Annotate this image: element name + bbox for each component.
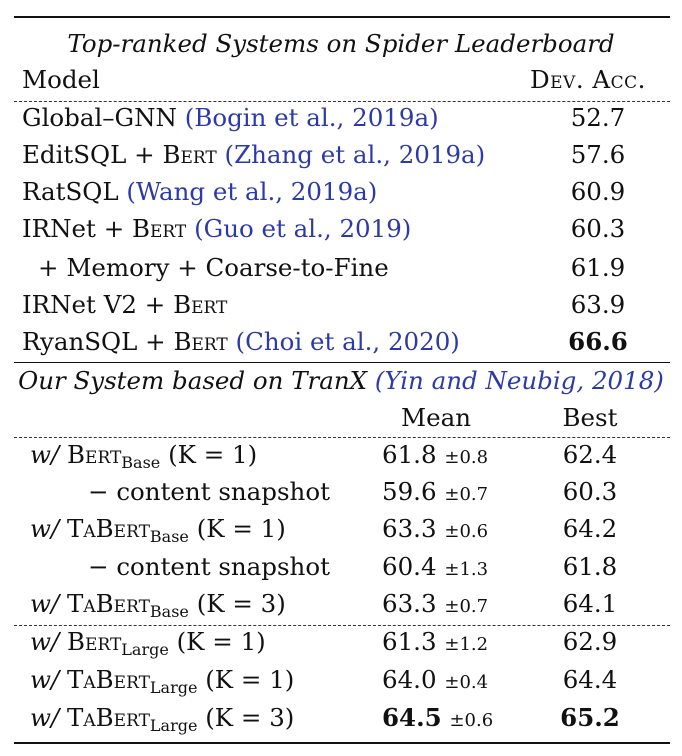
k-setting: (K = 1): [168, 440, 258, 469]
system-row: [30, 589, 286, 619]
model-name: RatSQL: [22, 177, 119, 206]
leaderboard-row: [22, 103, 439, 133]
k-setting: (K = 3): [205, 703, 295, 732]
model-size: Base: [121, 453, 161, 472]
citation-link[interactable]: (Wang et al., 2019a): [118, 177, 378, 206]
model-size: Large: [149, 678, 198, 697]
best-value: 61.8: [562, 552, 618, 581]
system-row: [30, 665, 294, 695]
dev-acc-value-best: 66.6: [568, 327, 628, 356]
top-rule: [14, 16, 670, 18]
model-size: Large: [149, 716, 198, 735]
std-value: ±0.7: [444, 484, 489, 505]
k-setting: (K = 3): [196, 589, 286, 618]
best-value: 64.4: [562, 665, 618, 694]
citation-link[interactable]: (Choi et al., 2020): [227, 327, 460, 356]
bottom-caption: [0, 366, 682, 396]
model-name: Bert: [67, 627, 122, 656]
dev-acc-value: 52.7: [570, 103, 626, 132]
system-row: [30, 703, 294, 733]
with-prefix: w/: [30, 665, 60, 694]
dev-acc-value: 57.6: [570, 140, 626, 169]
with-prefix: w/: [30, 703, 60, 732]
model-name: TaBert: [67, 589, 150, 618]
subheader-dashed-rule: [14, 437, 670, 438]
mean-cell: [382, 665, 488, 695]
bottom-rule: [14, 742, 670, 744]
mean-value-best: 64.5: [382, 703, 442, 732]
column-header-best: Best: [562, 403, 618, 432]
ablation-label: − content snapshot: [88, 477, 330, 506]
std-value: ±0.6: [444, 521, 489, 542]
section-divider-rule: [14, 362, 670, 363]
leaderboard-row: [22, 327, 460, 357]
model-name: + Memory + Coarse-to-Fine: [38, 253, 389, 282]
std-value: ±0.4: [444, 672, 489, 693]
model-name: TaBert: [67, 703, 150, 732]
model-name: Global–GNN: [22, 103, 177, 132]
model-size: Base: [149, 602, 189, 621]
std-value: ±0.6: [449, 710, 494, 731]
bottom-caption-citation[interactable]: (Yin and Neubig, 2018): [374, 366, 664, 395]
system-row: [30, 627, 266, 657]
best-value-best: 65.2: [560, 703, 620, 732]
mean-cell: [382, 514, 488, 544]
mean-cell: [382, 440, 488, 470]
system-row: [30, 514, 286, 544]
citation-link[interactable]: (Guo et al., 2019): [186, 214, 412, 243]
std-value: ±0.8: [444, 447, 489, 468]
mean-cell: [382, 477, 488, 507]
model-name: TaBert: [67, 665, 150, 694]
model-size: Large: [121, 640, 169, 659]
mean-cell: [382, 589, 488, 619]
best-value: 64.1: [562, 589, 618, 618]
mean-value: 59.6: [382, 477, 437, 506]
with-prefix: w/: [30, 440, 60, 469]
with-prefix: w/: [30, 514, 60, 543]
model-name: IRNet +: [22, 214, 133, 243]
dev-acc-value: 63.9: [570, 290, 626, 319]
mean-cell: [382, 552, 488, 582]
mean-value: 60.4: [382, 552, 437, 581]
citation-link[interactable]: (Zhang et al., 2019a): [216, 140, 486, 169]
bottom-caption-text: Our System based on TranX: [18, 366, 368, 395]
leaderboard-row: [38, 253, 389, 283]
leaderboard-row: [22, 177, 377, 207]
citation-link[interactable]: (Bogin et al., 2019a): [184, 103, 439, 132]
k-setting: (K = 1): [205, 665, 295, 694]
model-bert: Bert: [173, 327, 228, 356]
dev-acc-value: 60.9: [570, 177, 626, 206]
model-size: Base: [149, 527, 189, 546]
model-name: Bert: [67, 440, 122, 469]
std-value: ±0.7: [444, 596, 489, 617]
mean-value: 63.3: [382, 589, 437, 618]
model-name: RyanSQL +: [22, 327, 174, 356]
ablation-label: − content snapshot: [88, 552, 330, 581]
model-bert: Bert: [162, 140, 217, 169]
large-models-dashed-rule: [14, 625, 670, 626]
system-row: [88, 552, 330, 582]
mean-value: 61.8: [382, 440, 437, 469]
dev-acc-value: 61.9: [570, 253, 626, 282]
k-setting: (K = 1): [196, 514, 286, 543]
system-row: [30, 440, 257, 470]
model-name: IRNet V2 +: [22, 290, 174, 319]
mean-cell: [382, 627, 488, 657]
with-prefix: w/: [30, 589, 60, 618]
std-value: ±1.3: [444, 559, 489, 580]
column-header-dev-acc: Dev. Acc.: [530, 65, 646, 94]
std-value: ±1.2: [444, 634, 489, 655]
top-caption: Top-ranked Systems on Spider Leaderboard: [67, 29, 615, 58]
mean-value: 63.3: [382, 514, 437, 543]
header-dashed-rule: [14, 101, 670, 102]
best-value: 62.4: [562, 440, 618, 469]
mean-cell: [382, 703, 493, 733]
mean-value: 64.0: [382, 665, 437, 694]
model-name: EditSQL +: [22, 140, 163, 169]
model-bert: Bert: [173, 290, 228, 319]
best-value: 64.2: [562, 514, 618, 543]
leaderboard-row: [22, 290, 227, 320]
system-row: [88, 477, 330, 507]
model-name: TaBert: [67, 514, 150, 543]
best-value: 60.3: [562, 477, 618, 506]
dev-acc-value: 60.3: [570, 214, 626, 243]
k-setting: (K = 1): [176, 627, 266, 656]
column-header-model: Model: [22, 65, 100, 94]
best-value: 62.9: [562, 627, 618, 656]
leaderboard-row: [22, 140, 485, 170]
model-bert: Bert: [132, 214, 187, 243]
with-prefix: w/: [30, 627, 60, 656]
leaderboard-row: [22, 214, 411, 244]
mean-value: 61.3: [382, 627, 437, 656]
column-header-mean: Mean: [401, 403, 471, 432]
